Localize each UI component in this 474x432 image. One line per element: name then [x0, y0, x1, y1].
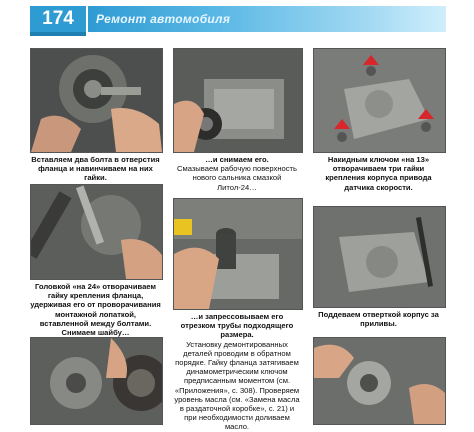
caption-6: Поддеваем отверткой корпус за приливы. [318, 310, 439, 329]
photo-speed-sensor-housing [313, 48, 446, 153]
caption-1: Вставляем два болта в отверстия фланца и навинчиваем на них гайки. [31, 155, 160, 183]
photo-flange-nut-wrench [30, 184, 163, 280]
page-number: 174 [30, 6, 86, 32]
photo-press-seal-pipe [173, 198, 303, 310]
photo-sensor-housing-removed [313, 337, 446, 425]
page-header [0, 0, 474, 38]
caption-4: Головкой «на 24» отворачиваем гайку крепления фланца, удерживая его от проворачивания монтажной лопаткой, вставленной между болтами. Снимаем шайбу… [30, 282, 161, 338]
page-number-tab-edge [30, 32, 86, 36]
photo-bolts-in-flange [30, 48, 163, 153]
caption-5: …и запрессовываем его отрезком трубы подходящего размера. Установку демонтированных деталей проводим в обратном порядке. Гайку фланца затягиваем динамометрическим ключом предписанным моментом (см. «Приложения», с. 308). Проверяем уровень масла (см. «Замена масла в раздаточной коробке», с. 21) и при необходимости доливаем масло. [174, 312, 300, 432]
photo-remove-flange [173, 48, 303, 153]
photo-pry-housing-screwdriver [313, 206, 446, 308]
section-title: Ремонт автомобиля [96, 12, 231, 26]
caption-3: Накидным ключом «на 13» отворачиваем три гайки крепления корпуса привода датчика скорости. [325, 155, 432, 192]
caption-2: …и снимаем его. Смазываем рабочую поверхность нового сальника смазкой Литол-24… [176, 155, 297, 192]
photo-flange-washer [30, 337, 163, 425]
